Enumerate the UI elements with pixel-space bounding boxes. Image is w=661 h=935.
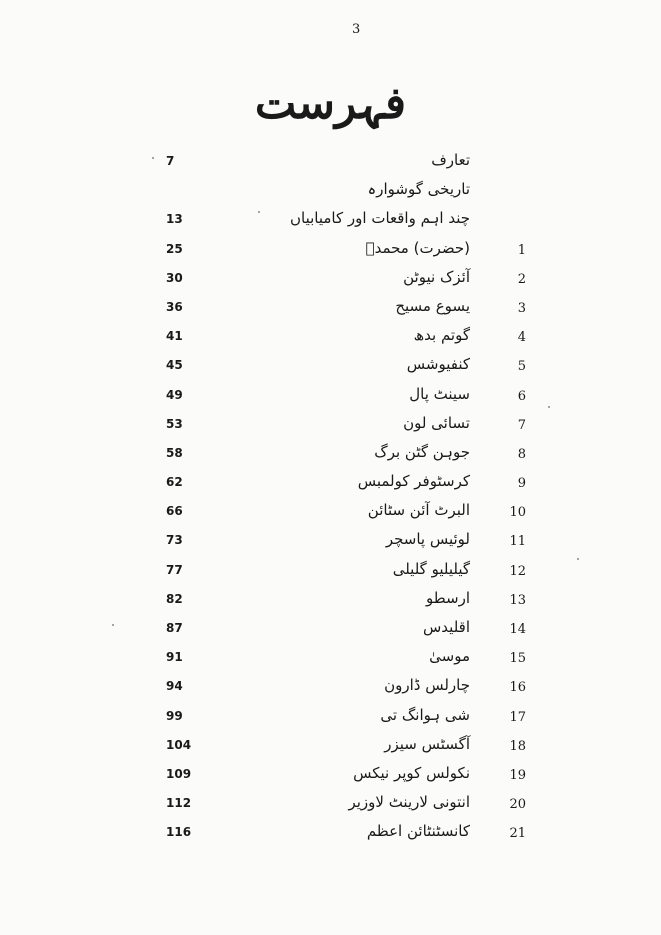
toc-entry [150,442,540,471]
toc-entry-title: البرٹ آئن سٹائن [367,501,470,520]
toc-entry-number: 20 [509,797,526,813]
toc-entry-number: 5 [517,359,526,375]
toc-page-number: 66 [166,504,183,519]
toc-page-number: 62 [166,475,183,490]
toc-entry-title: تسائی لون [403,413,470,432]
page-number: 3 [352,22,361,37]
toc-entry-title: چارلس ڈارون [384,676,470,695]
toc-entry-number: 14 [509,622,526,637]
toc-entry [150,238,540,267]
toc-entry [150,705,540,734]
toc-entry-title: ارسطو [425,588,470,607]
toc-entry-number: 15 [509,651,526,667]
toc-entry-title: جوہن گٹن برگ [374,442,470,461]
toc-entry [150,296,540,325]
toc-entry [150,821,540,850]
toc-entry-title: کنفیوشس [406,355,470,374]
toc-page-number: 53 [166,416,183,431]
toc-page-number: 99 [166,708,183,723]
toc-entry-number: 11 [509,534,526,550]
toc-page-number: 94 [166,679,183,694]
toc-entry-title: شی ہوانگ تی [380,705,470,724]
table-of-contents [150,150,540,851]
toc-entry [150,179,540,208]
toc-page-number: 45 [166,358,183,373]
toc-entry-title: انتونی لارینٹ لاوزیر [348,793,470,812]
toc-entry-title: تاریخی گوشوارہ [367,180,470,199]
paper-speck [548,406,550,408]
toc-entry [150,208,540,237]
toc-entry [150,500,540,529]
toc-entry-number: 17 [509,709,526,725]
toc-page-number: 112 [166,796,192,811]
toc-entry-title: آئزک نیوٹن [403,267,470,286]
toc-page-number: 109 [166,766,192,781]
paper-speck [112,624,114,626]
toc-entry-title: کرسٹوفر کولمبس [357,472,470,491]
toc-entry-number: 19 [509,767,526,783]
toc-page-number: 104 [166,737,192,752]
toc-entry-number: 2 [517,271,526,287]
toc-page-number: 49 [166,387,183,402]
toc-page-number: 77 [166,562,183,577]
toc-entry [150,617,540,646]
toc-entry-number: 1 [517,242,526,258]
toc-page-number: 30 [166,270,183,285]
toc-entry-number: 6 [517,388,526,404]
toc-entry-title: آگسٹس سیزر [384,734,470,753]
toc-entry [150,559,540,588]
toc-page-number: 116 [166,825,192,840]
paper-speck [577,558,579,560]
toc-entry-number: 3 [517,300,526,316]
toc-entry-title: گوتم بدھ [413,326,470,345]
toc-entry-number: 9 [517,476,526,492]
toc-entry [150,734,540,763]
paper-speck [152,157,154,159]
toc-entry-number: 7 [517,417,526,433]
toc-entry [150,354,540,383]
toc-entry-number: 8 [517,446,526,462]
toc-page-number: 58 [166,445,183,460]
toc-entry-number: 21 [509,826,526,842]
toc-entry-number: 12 [509,563,526,579]
toc-entry-title: لوئیس پاسچر [385,530,470,549]
toc-page-number: 82 [166,591,183,606]
toc-entry [150,384,540,413]
toc-entry-title: یسوع مسیح [395,296,470,315]
toc-page-number: 91 [166,650,183,665]
toc-entry-title: سینٹ پال [409,384,470,403]
toc-page-number: 73 [166,533,183,548]
toc-entry [150,792,540,821]
page-title: فہرست [254,78,407,129]
toc-entry-number: 10 [509,505,526,521]
toc-page-number: 87 [166,621,183,635]
toc-entry [150,413,540,442]
toc-entry-title: کانسٹنٹائن اعظم [366,822,470,841]
toc-entry [150,150,540,179]
toc-entry-title: موسیٰ [429,647,470,666]
toc-entry [150,471,540,500]
toc-page-number: 13 [166,212,183,227]
paper-speck [258,211,260,213]
toc-entry-title: چند اہم واقعات اور کامیابیاں [290,209,470,228]
toc-entry [150,588,540,617]
toc-entry [150,267,540,296]
toc-page-number: 36 [166,299,183,314]
toc-entry-number: 4 [517,330,526,346]
toc-entry-number: 16 [509,680,526,696]
toc-entry-number: 18 [509,738,526,754]
toc-entry-number: 13 [509,592,526,608]
toc-entry [150,675,540,704]
toc-entry [150,529,540,558]
toc-entry-title: (حضرت) محمدؐ [365,238,470,257]
toc-page-number: 7 [166,154,175,168]
toc-page-number: 41 [166,329,183,344]
toc-entry-title: نکولس کوپر نیکس [353,763,470,782]
toc-page-number: 25 [166,241,183,256]
toc-entry [150,646,540,675]
toc-entry-title: اقلیدس [422,618,470,636]
toc-entry-title: گیلیلیو گلیلی [392,559,470,578]
toc-entry [150,763,540,792]
toc-entry-title: تعارف [431,151,470,169]
toc-entry [150,325,540,354]
